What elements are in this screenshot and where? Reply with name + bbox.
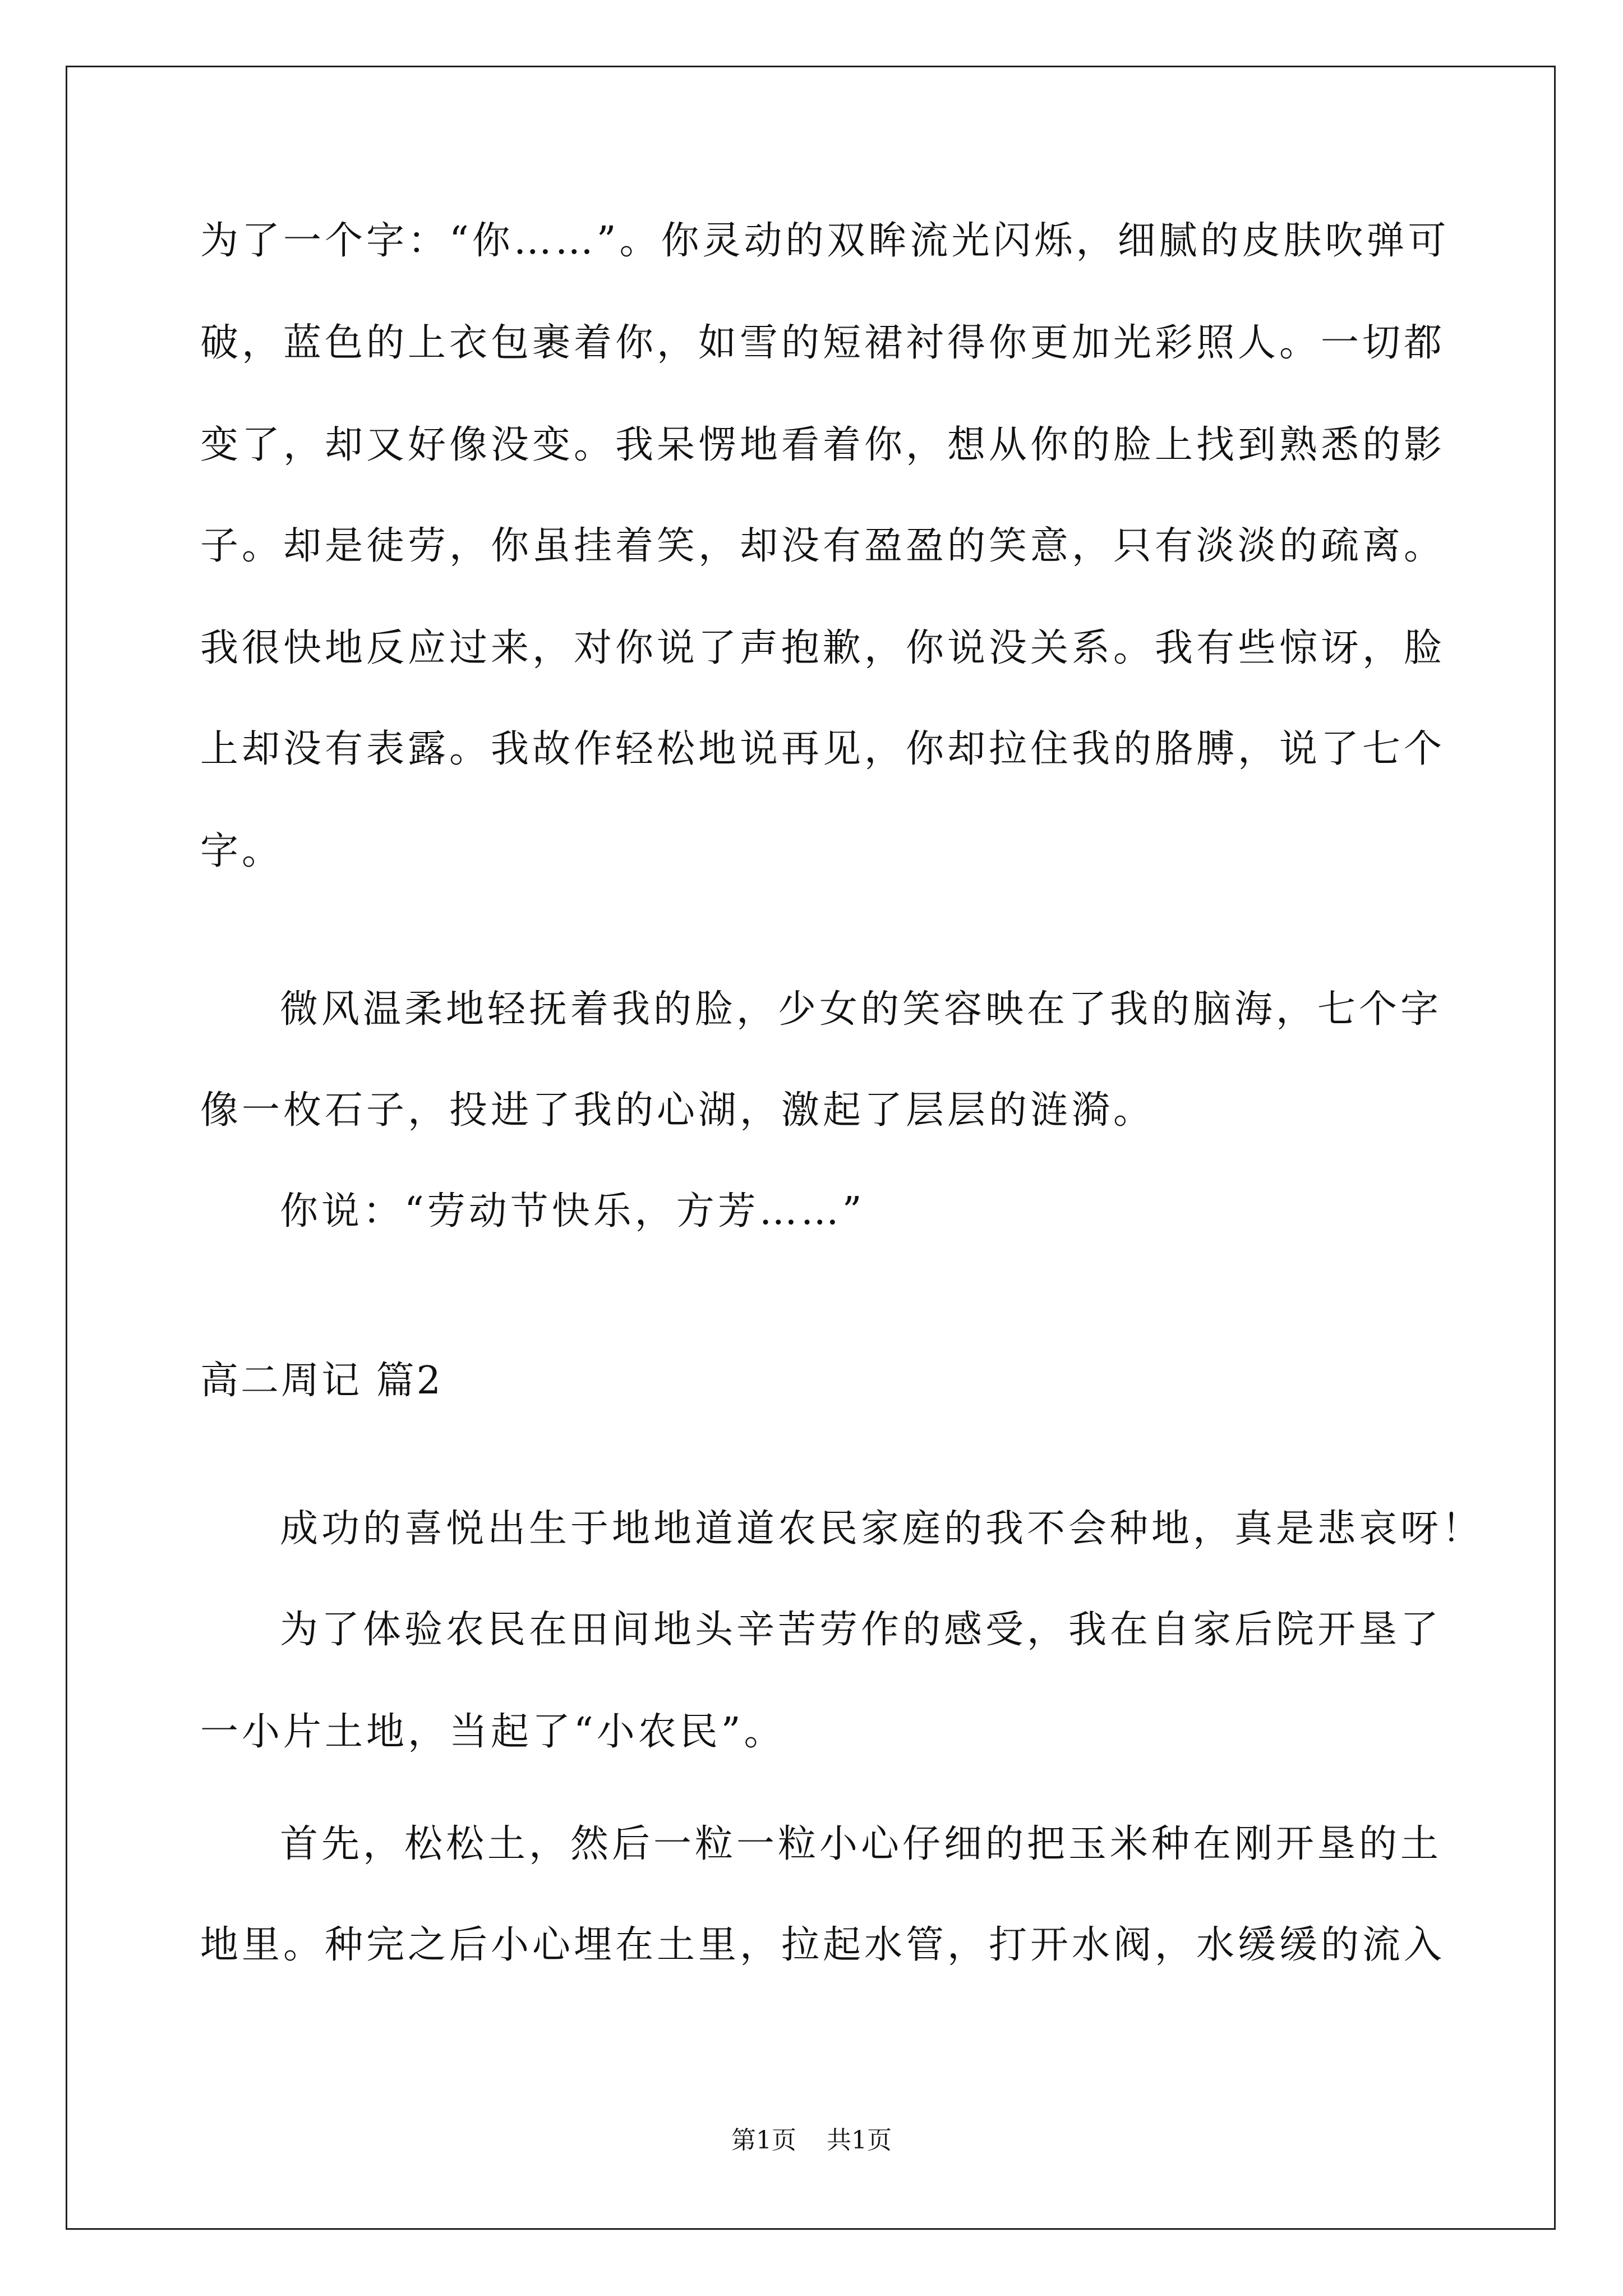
paragraph-first-line: 微风温柔地轻抚着我的脸，少女的笑容映在了我的脑海，七个字 — [280, 987, 1442, 1032]
body-line: 为了一个字：“你……”。你灵动的双眸流光闪烁，细腻的皮肤吹弹可 — [200, 219, 1450, 263]
page-total: 共1页 — [827, 2126, 892, 2155]
body-line: 我很快地反应过来，对你说了声抱歉，你说没关系。我有些惊讶，脸 — [200, 626, 1446, 670]
body-line: 上却没有表露。我故作轻松地说再见，你却拉住我的胳膊，说了七个 — [200, 727, 1446, 771]
page-border — [66, 66, 1556, 2230]
paragraph-first-line: 首先，松松土，然后一粒一粒小心仔细的把玉米种在刚开垦的土 — [280, 1822, 1442, 1866]
body-line: 字。 — [200, 829, 284, 873]
page-footer — [0, 2125, 1623, 2156]
section-heading: 高二周记 篇2 — [200, 1359, 443, 1403]
body-line: 一小片土地，当起了“小农民”。 — [200, 1710, 786, 1754]
body-line: 变了，却又好像没变。我呆愣地看着你，想从你的脸上找到熟悉的影 — [200, 423, 1446, 467]
body-line: 子。却是徒劳，你虽挂着笑，却没有盈盈的笑意，只有淡淡的疏离。 — [200, 524, 1446, 568]
paragraph-first-line: 你说：“劳动节快乐，方芳……” — [280, 1189, 865, 1234]
body-line: 地里。种完之后小心埋在土里，拉起水管，打开水阀，水缓缓的流入 — [200, 1923, 1446, 1967]
paragraph-first-line: 为了体验农民在田间地头辛苦劳作的感受，我在自家后院开垦了 — [280, 1608, 1442, 1652]
page-number: 第1页 — [731, 2126, 796, 2155]
body-line: 像一枚石子，投进了我的心湖，激起了层层的涟漪。 — [200, 1088, 1155, 1133]
body-line: 破，蓝色的上衣包裹着你，如雪的短裙衬得你更加光彩照人。一切都 — [200, 321, 1446, 365]
paragraph-first-line: 成功的喜悦出生于地地道道农民家庭的我不会种地，真是悲哀呀！ — [280, 1507, 1484, 1551]
